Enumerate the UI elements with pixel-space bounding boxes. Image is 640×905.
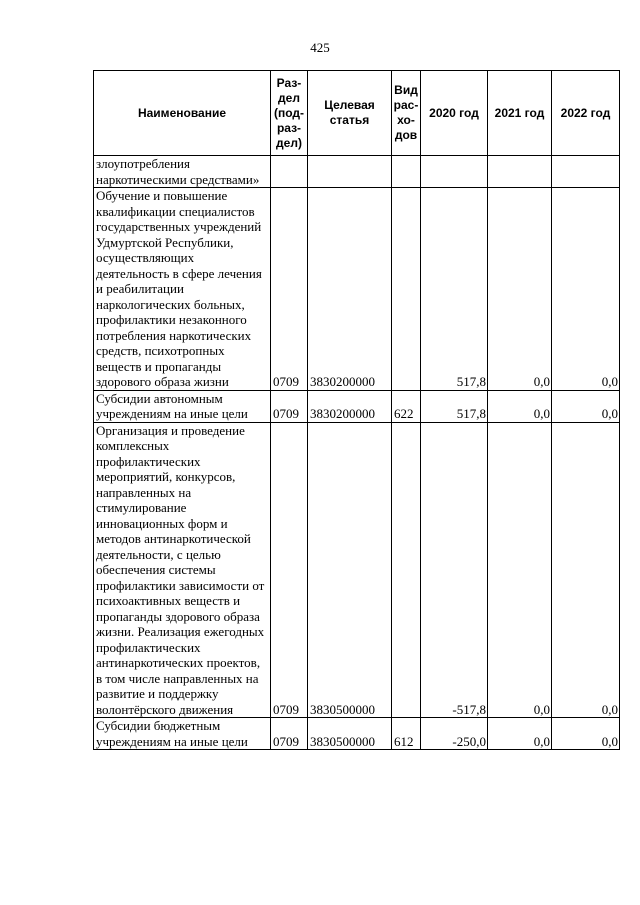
header-expense-type: Вид рас- хо- дов (392, 71, 421, 156)
row-section: 0709 (271, 718, 308, 750)
row-section: 0709 (271, 188, 308, 391)
row-2020: 517,8 (421, 390, 488, 422)
row-name: злоупотребления наркотическими средствами» (94, 156, 271, 188)
row-2021: 0,0 (488, 188, 552, 391)
row-2022: 0,0 (552, 422, 620, 718)
header-target: Целевая статья (308, 71, 392, 156)
table-header-row (94, 71, 620, 156)
row-2022 (552, 156, 620, 188)
table-row (94, 422, 620, 718)
table-row (94, 718, 620, 750)
header-2020: 2020 год (421, 71, 488, 156)
row-2021: 0,0 (488, 390, 552, 422)
row-target: 3830500000 (308, 718, 392, 750)
row-target: 3830200000 (308, 390, 392, 422)
row-name: Субсидии автономным учреждениям на иные цели (94, 390, 271, 422)
row-2020 (421, 156, 488, 188)
row-2021: 0,0 (488, 718, 552, 750)
row-section: 0709 (271, 390, 308, 422)
row-2022: 0,0 (552, 188, 620, 391)
header-section: Раз- дел (под- раз- дел) (271, 71, 308, 156)
row-2020: -250,0 (421, 718, 488, 750)
row-2020: 517,8 (421, 188, 488, 391)
row-expense-type (392, 422, 421, 718)
row-name: Субсидии бюджетным учреждениям на иные цели (94, 718, 271, 750)
header-2021: 2021 год (488, 71, 552, 156)
table-row (94, 390, 620, 422)
row-target: 3830200000 (308, 188, 392, 391)
row-section (271, 156, 308, 188)
row-2021: 0,0 (488, 422, 552, 718)
row-target: 3830500000 (308, 422, 392, 718)
budget-table (93, 70, 620, 750)
row-name: Организация и проведение комплексных профилактических мероприятий, конкурсов, направленных на стимулирование инновационных форм и методов антинаркотической деятельности, с целью обеспечения системы профилактики зависимости от психоактивных веществ и пропаганды здорового образа жизни. Реализация ежегодных профилактических антинаркотических проектов, в том числе направленных на развитие и поддержку волонтёрского движения (94, 422, 271, 718)
table-row (94, 188, 620, 391)
row-2020: -517,8 (421, 422, 488, 718)
row-target (308, 156, 392, 188)
row-expense-type (392, 156, 421, 188)
row-2022: 0,0 (552, 390, 620, 422)
row-2021 (488, 156, 552, 188)
row-expense-type: 622 (392, 390, 421, 422)
row-name: Обучение и повышение квалификации специалистов государственных учреждений Удмуртской Республики, осуществляющих деятельность в сфере лечения и реабилитации наркологических больных, профилактики незаконного потребления наркотических средств, психотропных веществ и пропаганды здорового образа жизни (94, 188, 271, 391)
header-name: Наименование (94, 71, 271, 156)
row-expense-type (392, 188, 421, 391)
page-number: 425 (310, 40, 330, 55)
row-section: 0709 (271, 422, 308, 718)
table-row (94, 156, 620, 188)
row-expense-type: 612 (392, 718, 421, 750)
row-2022: 0,0 (552, 718, 620, 750)
header-2022: 2022 год (552, 71, 620, 156)
